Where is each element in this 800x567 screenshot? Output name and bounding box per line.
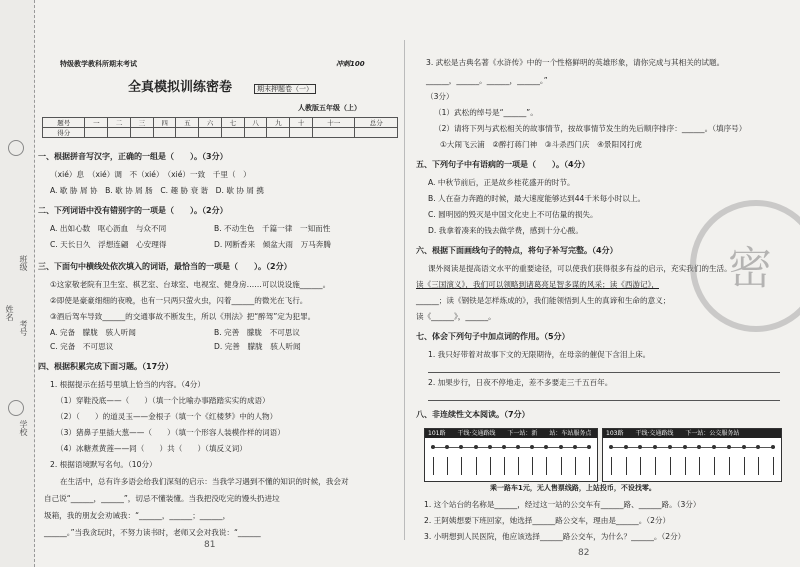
q3-option-b: B. 完善 朦胧 不可思议 (214, 328, 300, 337)
q4-part1-b: （2）（ ）的道灵玉——金根子（填一个《红楼梦》中的人物） (56, 412, 278, 421)
score-value-cell[interactable] (290, 128, 313, 138)
route-101-stop-tick (518, 457, 520, 475)
route-101-stop-tick (532, 457, 534, 475)
score-value-cell[interactable] (312, 128, 354, 138)
page-divider (404, 40, 405, 540)
score-header-cell: 总分 (355, 118, 398, 128)
score-header-cell: 八 (244, 118, 267, 128)
map-caption: 乘一路车1元，无人售票线路，上站投币，不设找零。 (490, 484, 656, 492)
q6-heading: 六、根据下面画线句子的特点，将句子补写完整。（4分） (416, 246, 618, 255)
q6-line3: ______；读《钢铁是怎样炼成的》，我们能领悟到人生的真谛和生命的意义； (416, 296, 671, 305)
q3-sentence-3: ③酒后驾车导致______的交通事故不断发生，所以《刑法》把“醉驾”定为犯罪。 (50, 312, 316, 321)
class-field-label: 班级 (19, 255, 28, 271)
q4-part2-line3: 圾箱，我的朋友会劝诫我：“______，______；______， (44, 511, 231, 520)
score-header-cell: 十 (290, 118, 313, 128)
school-field-label: 学校 (19, 420, 28, 436)
route-103-stop-tick (729, 457, 731, 475)
route-101-stop-tick (561, 457, 563, 475)
route-101-stop-marker (502, 445, 506, 449)
route-101-stop-marker (459, 445, 463, 449)
route-103-stop-tick (758, 457, 760, 475)
route-103-stop-tick (670, 457, 672, 475)
q6-line2: 读《三国演义》，我们可以领略到诸葛亮足智多谋的风采；读《西游记》， (416, 280, 659, 289)
q7-sentence-2: 2. 加果步行，日夜不停地走，差不多要走三千五百年。 (428, 378, 613, 387)
q1-pinyin: （xié）息 （xié）调 不（xié） （xié）一致 千里（ ） (50, 170, 251, 179)
score-value-cell[interactable] (355, 128, 398, 138)
wusong-options: ①大闹飞云浦 ②醉打蒋门神 ③斗杀西门庆 ④景阳冈打虎 (440, 140, 642, 149)
score-header-cell: 五 (176, 118, 199, 128)
q2-option-a: A. 出如心数 呕心沥血 与众不同 (50, 224, 167, 233)
route-101-title: 101路 干线·交通路线 下一站：新 站：车站服务点 (425, 429, 597, 438)
route-103-stop-tick (626, 457, 628, 475)
q4-part2-line1: 在生活中，总有许多语会给我们深刻的启示：当我学习遇到不懂的知识的时候，我会对 (60, 477, 349, 486)
bus-route-map-101 (424, 428, 598, 482)
q3-sentence-1: ①这家敬老院有卫生室、棋艺室、台球室、电视室、健身房……可以说设施______。 (50, 280, 331, 289)
series-label: 特级教学教科所期末考试 (60, 60, 137, 68)
score-table-score-row (43, 128, 398, 138)
route-101-stop-marker (559, 445, 563, 449)
route-103-stop-tick (714, 457, 716, 475)
route-101-stop-marker (530, 445, 534, 449)
route-103-stop-tick (655, 457, 657, 475)
score-header-cell: 七 (221, 118, 244, 128)
q5-heading: 五、下列句子中有语病的一项是（ ）。（4分） (416, 160, 590, 169)
score-value-cell[interactable] (176, 128, 199, 138)
route-103-stop-marker (668, 445, 672, 449)
route-101-stop-marker (488, 445, 492, 449)
bus-route-map-103 (602, 428, 782, 482)
brand-label: 冲刺100 (336, 60, 365, 68)
score-header-cell: 四 (153, 118, 176, 128)
route-103-stop-marker (756, 445, 760, 449)
score-header-cell: 题号 (43, 118, 85, 128)
route-101-stop-marker (544, 445, 548, 449)
q3-option-a: A. 完备 朦胧 骇人听闻 (50, 328, 136, 337)
score-table-header-row (43, 118, 398, 128)
route-103-stop-marker (742, 445, 746, 449)
q2-option-b: B. 不动生色 千篇一律 一知而性 (214, 224, 331, 233)
wusong-points: （3分） (426, 92, 454, 101)
route-103-stop-marker (771, 445, 775, 449)
wusong-sub2: （2）请将下列与武松相关的故事情节，按故事情节发生的先后顺序排序：______。（填序号） (434, 124, 747, 133)
q7-sentence-1: 1. 我只好带着对故事下文的无限期待，在母亲的催促下含泪上床。 (428, 350, 651, 359)
confidential-stamp-mark: 密 (728, 243, 772, 294)
q4-part1-d: （4）冰糖煮黄莲——同（ ）共（ ）（填反义词） (56, 444, 247, 453)
q2-heading: 二、下列词语中没有错别字的一项是（ ）。（2分） (38, 206, 228, 215)
binding-margin (0, 0, 35, 567)
score-value-cell[interactable] (130, 128, 153, 138)
edition-label: 人教版五年级（上） (298, 104, 361, 112)
route-101-stop-marker (445, 445, 449, 449)
q2-option-d: D. 网断香来 倾盆大雨 万马奔腾 (214, 240, 331, 249)
q4-part2: 2. 根据语境默写名句。（10分） (50, 460, 157, 469)
route-101-stop-tick (476, 457, 478, 475)
score-value-cell[interactable] (108, 128, 131, 138)
score-value-cell[interactable] (221, 128, 244, 138)
route-101-stop-tick (575, 457, 577, 475)
wusong-sub1: （1）武松的绰号是“______”。 (434, 108, 538, 117)
route-103-stop-marker (712, 445, 716, 449)
q4-heading: 四、根据积累完成下面习题。（17分） (38, 362, 174, 371)
q3-option-c: C. 完备 不可思议 (50, 342, 114, 351)
exam-title: 全真模拟训练密卷 (128, 80, 233, 95)
route-101-stop-tick (589, 457, 591, 475)
q1-options: A. 歇 胁 屑 协 B. 歇 协 屑 肠 C. 趣 胁 衰 谐 D. 歇 协 屑 携 (50, 186, 264, 195)
q3-sentence-2: ②即使是豪豪细细的夜晚，也有一只两只萤火虫，闪着______的微光在飞行。 (50, 296, 308, 305)
route-103-stop-tick (640, 457, 642, 475)
route-103-stop-tick (685, 457, 687, 475)
route-101-stop-tick (546, 457, 548, 475)
route-103-stop-marker (638, 445, 642, 449)
q8-part2: 2. 王阿姨想要下班回家，她选择______路公交车，理由是______。（2分） (424, 516, 671, 525)
route-101-line (431, 447, 591, 448)
page-number-right: 82 (578, 548, 590, 558)
wusong-question: 3. 武松是古典名著《水浒传》中的一个性格鲜明的英雄形象，请你完成与其相关的试题。 (426, 58, 725, 67)
score-table (42, 117, 398, 138)
score-header-cell: 十一 (312, 118, 354, 128)
q1-heading: 一、根据拼音写汉字，正确的一组是（ ）。（3分） (38, 152, 228, 161)
q7-heading: 七、体会下列句子中加点词的作用。（5分） (416, 332, 570, 341)
q7-answer-line-2[interactable] (428, 400, 780, 401)
q2-option-c: C. 天长日久 浮想连翩 心安理得 (50, 240, 167, 249)
q4-part1-c: （3）猪鼻子里插大葱——（ ）（填一个形容人装模作样的词语） (56, 428, 285, 437)
exam-title-tag: 期末押题卷（一） (254, 84, 316, 94)
binding-hole (8, 140, 24, 156)
route-103-stop-marker (653, 445, 657, 449)
route-101-stop-marker (516, 445, 520, 449)
route-103-stop-tick (744, 457, 746, 475)
binding-hole (8, 400, 24, 416)
route-103-line (609, 447, 775, 448)
score-header-cell: 一 (85, 118, 108, 128)
page-number-left: 81 (204, 540, 216, 550)
q7-answer-line-1[interactable] (428, 372, 780, 373)
q8-part3: 3. 小明想到人民医院，他应该选择______路公交车，为什么？______。（2分） (424, 532, 686, 541)
route-103-stop-tick (611, 457, 613, 475)
poem-answer-line: ______，______。______，______。” (426, 76, 548, 85)
q6-line4: 读《______》，______。 (416, 312, 496, 321)
left-page (36, 0, 402, 567)
name-field-label: 姓名 (5, 305, 14, 321)
route-103-stop-marker (683, 445, 687, 449)
route-101-stop-tick (461, 457, 463, 475)
route-101-stop-marker (431, 445, 435, 449)
route-101-stop-marker (573, 445, 577, 449)
score-field-label: 考号 (19, 320, 28, 336)
q5-option-a: A. 中秋节前后，正是故乡桂花盛开的时节。 (428, 178, 575, 187)
q4-part2-line4: ______。”当我贪玩时，不努力读书时，老师又会对我说：“______ (44, 528, 261, 537)
route-101-stop-tick (447, 457, 449, 475)
score-value-cell[interactable] (267, 128, 290, 138)
q3-heading: 三、下面句中横线处依次填入的词语，最恰当的一项是（ ）。（2分） (38, 262, 292, 271)
q3-option-d: D. 完善 朦胧 骇人听闻 (214, 342, 301, 351)
q4-part2-line2: 自己说“______，______”，切忌不懂装懂。当我把没吃完的馒头扔进垃 (44, 494, 280, 503)
q4-part1-a: （1）穿鞋没底——（ ）（填一个比喻办事踏踏实实的成语） (56, 396, 270, 405)
q5-option-d: D. 我拿着凑来的钱去做学费，感到十分心酸。 (428, 226, 583, 235)
q8-heading: 八、非连续性文本阅读。（7分） (416, 410, 530, 419)
score-header-cell: 二 (108, 118, 131, 128)
route-103-title: 103路 干线·交通路线 下一站：公交服务站 (603, 429, 781, 438)
q8-part1: 1. 这个站台的名称是______，经过这一站的公交车有______路、______路。（3分） (424, 500, 701, 509)
score-header-cell: 三 (130, 118, 153, 128)
route-101-stop-tick (490, 457, 492, 475)
q5-option-b: B. 人在奋力奔跑的时候，最大速度能够达到44千米每小时以上。 (428, 194, 646, 203)
route-101-stop-tick (504, 457, 506, 475)
score-header-cell: 六 (199, 118, 222, 128)
q5-option-c: C. 圆明园的毁灭是中国文化史上不可估量的损失。 (428, 210, 598, 219)
q4-part1: 1. 根据提示在括号里填上恰当的内容。（4分） (50, 380, 205, 389)
route-103-stop-marker (609, 445, 613, 449)
score-value-cell[interactable] (244, 128, 267, 138)
route-101-stop-tick (433, 457, 435, 475)
route-103-stop-marker (697, 445, 701, 449)
score-value-cell[interactable] (153, 128, 176, 138)
route-103-stop-marker (727, 445, 731, 449)
route-103-stop-marker (624, 445, 628, 449)
route-103-stop-tick (773, 457, 775, 475)
route-101-stop-marker (474, 445, 478, 449)
q6-line1: 课外阅读是提高语文水平的重要途径，可以使我们获得很多有益的启示，充实我们的生活。 (428, 264, 732, 273)
score-value-cell: 得分 (43, 128, 85, 138)
route-101-stop-marker (587, 445, 591, 449)
score-value-cell[interactable] (199, 128, 222, 138)
route-103-stop-tick (699, 457, 701, 475)
score-header-cell: 九 (267, 118, 290, 128)
score-value-cell[interactable] (85, 128, 108, 138)
